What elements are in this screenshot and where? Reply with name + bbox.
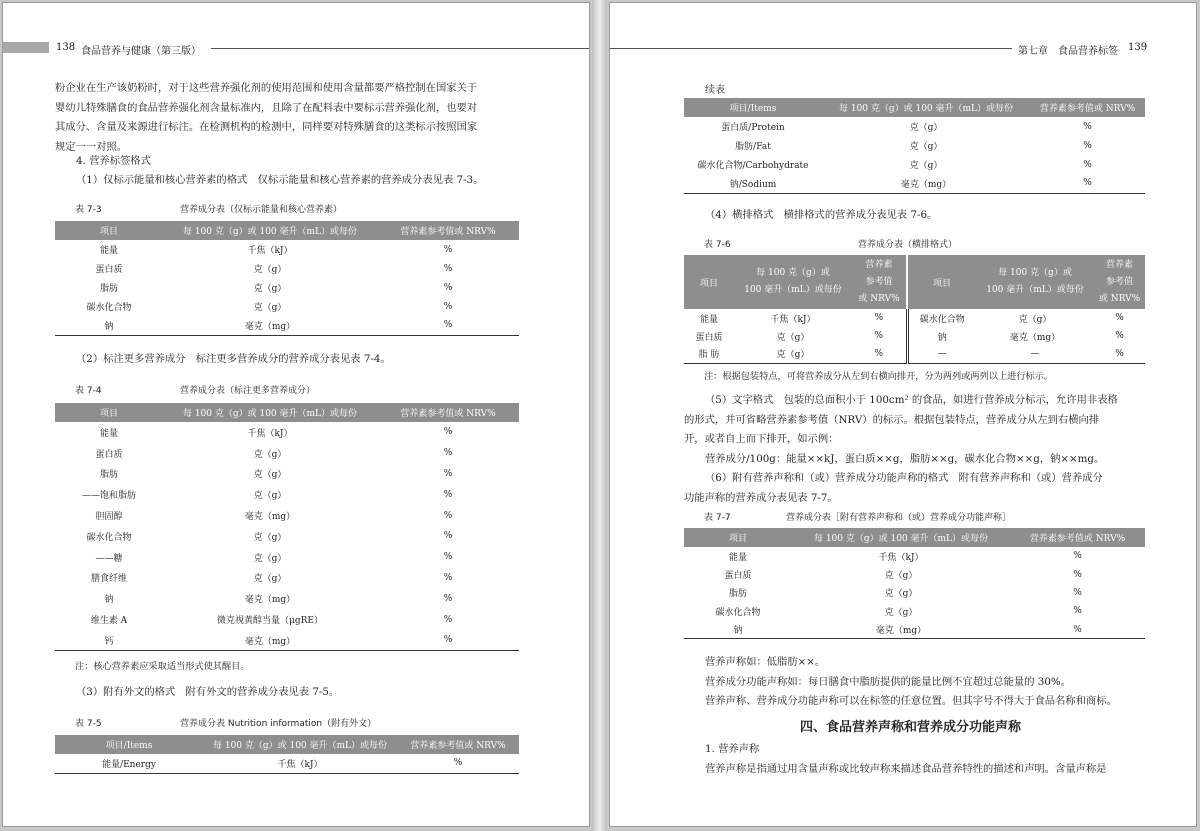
continued-label: 续表	[705, 85, 725, 96]
table-cell: %	[1073, 551, 1082, 562]
table-row	[55, 484, 519, 505]
table-cell: 钠/Sodium	[684, 174, 822, 193]
table-cell: 克（g）	[909, 161, 943, 171]
chapter-title: 第七章 食品营养标签	[1018, 46, 1118, 57]
col-header: 项目	[55, 221, 163, 240]
col-header: 每 100 克（g）或 100 毫升（mL）或每份	[203, 735, 397, 754]
section-4-heading: 四、食品营养声称和营养成分功能声称	[800, 720, 1022, 735]
table-row	[684, 327, 1145, 345]
table-7-7	[684, 528, 1145, 639]
item-4-text: （4）横排格式 横排格式的营养成分表见表 7-6。	[705, 209, 938, 221]
table-cell: —	[976, 345, 1094, 363]
item-5-paragraph	[684, 391, 1118, 469]
table-cell: 脂肪	[99, 284, 118, 294]
last-line: 营养声称是指通过用含量声称或比较声称来描述食品营养特性的描述和声明。含量声称是	[705, 763, 1107, 775]
intro-line: 规定一一对照。	[55, 140, 128, 153]
table-7-6	[684, 255, 1145, 364]
table-title: 营养成分表 Nutrition information（附有外文）	[180, 719, 377, 729]
col-header: 项目	[684, 255, 734, 309]
table-cell: 克（g）	[253, 491, 287, 502]
table-row	[55, 443, 519, 464]
item-2-text: （2）标注更多营养成分 标注更多营养成分的营养成分表见表 7-4。	[76, 353, 391, 365]
right-page-number: 139	[1128, 42, 1148, 53]
claim-line: 营养声称如：低脂肪××。	[705, 656, 826, 668]
table-cell: 碳水化合物	[919, 314, 965, 325]
col-header: 项目/Items	[55, 735, 203, 754]
item-5-line: （5）文字格式 包装的总面积小于 100cm² 的食品，如进行营养成分标示，允许用非表格	[705, 394, 1118, 406]
table-7-5-caption	[75, 716, 376, 729]
intro-line: 其成分、含量及来源进行标注。在检测机构的检测中，同样要对特殊膳食的这类标示按照国家	[55, 121, 478, 133]
table-cell: 毫克（mg）	[163, 630, 377, 651]
claim-line: 营养成分功能声称如：每日膳食中脂肪提供的能量比例不宜超过总能量的 30%。	[705, 675, 1071, 688]
table-cell: %	[443, 510, 453, 521]
table-row	[684, 136, 1145, 155]
table-cell: 毫克（mg）	[163, 316, 377, 335]
table-cell: 克（g）	[253, 532, 287, 543]
table-cell: %	[1073, 587, 1082, 598]
table-cell: 克（g）	[909, 123, 943, 133]
table-7-5-continued	[684, 98, 1145, 194]
col-header: 每 100 克（g）或 100 毫升（mL）或每份	[163, 403, 377, 422]
table-cell: 蛋白质	[95, 265, 123, 275]
table-row	[684, 584, 1145, 602]
table-cell: 千焦（kJ）	[247, 428, 293, 439]
table-cell: 钙	[55, 630, 163, 651]
table-number: 表 7-3	[75, 205, 102, 215]
table-cell: —	[907, 345, 976, 363]
table-7-4-caption	[75, 383, 315, 396]
table-cell: 钠	[937, 332, 947, 343]
table-row	[55, 316, 519, 335]
table-cell: 克（g）	[253, 470, 287, 481]
claims-paragraph	[705, 653, 1117, 712]
intro-paragraph	[55, 79, 477, 157]
table-row	[55, 754, 519, 773]
table-cell: %	[1083, 121, 1092, 132]
table-cell: 克（g）	[909, 142, 943, 152]
table-cell: 毫克（mg）	[792, 621, 1010, 639]
table-7-4	[55, 403, 519, 651]
left-page	[2, 2, 590, 827]
table-cell: 千焦（kJ）	[247, 246, 293, 256]
table-row	[684, 565, 1145, 583]
right-header-rule	[610, 48, 1012, 49]
table-cell: 碳水化合物	[86, 303, 132, 313]
table-cell: %	[1083, 140, 1092, 151]
item-1-text: （1）仅标示能量和核心营养素的格式 仅标示能量和核心营养素的营养成分表见表 7-3。	[76, 174, 484, 186]
table-row	[55, 278, 519, 297]
col-header: 每 100 克（g）或 100 毫升（mL）或每份	[822, 98, 1030, 117]
table-number: 表 7-5	[75, 719, 102, 729]
table-cell: %	[1115, 313, 1124, 323]
table-cell: 克（g）	[884, 607, 918, 618]
table-cell: 脂肪	[99, 470, 118, 481]
table-cell: %	[377, 630, 519, 651]
col-header: 营养素参考值或 NRV%	[1030, 98, 1145, 117]
table-cell: 克（g）	[253, 449, 287, 460]
table-cell: 膳食纤维	[90, 574, 127, 585]
col-header: 项目	[55, 403, 163, 422]
table-cell: 毫克（mg）	[822, 174, 1030, 193]
table-cell: %	[377, 316, 519, 335]
table-cell: 克（g）	[884, 571, 918, 582]
item-5-line: 开，或者自上而下排开，如示例：	[684, 433, 839, 445]
table-cell: 微克视黄醇当量（μgRE）	[217, 616, 323, 627]
table-title: 营养成分表［附有营养声称和（或）营养成分功能声称］	[786, 513, 1012, 523]
table-cell: 碳水化合物/Carbohydrate	[697, 161, 809, 171]
table-cell: 克（g）	[1018, 314, 1052, 325]
table-cell: 钠	[104, 595, 114, 606]
table-cell: ——饱和脂肪	[81, 491, 136, 502]
table-cell: 蛋白质	[95, 449, 123, 460]
table-cell: 千焦（kJ）	[770, 314, 816, 325]
table-cell: 脂 肪	[684, 345, 734, 363]
table-cell: 蛋白质	[695, 332, 723, 343]
left-page-number: 138	[56, 42, 76, 53]
table-cell: 克（g）	[734, 345, 852, 363]
table-cell: %	[1115, 331, 1124, 341]
table-title: 营养成分表（标注更多营养成分）	[180, 386, 316, 396]
item-3-text: （3）附有外文的格式 附有外文的营养成分表见表 7-5。	[76, 686, 340, 698]
table-cell: 能量	[99, 428, 118, 439]
table-title: 营养成分表（横排格式）	[858, 240, 958, 250]
table-number: 表 7-7	[704, 513, 731, 523]
col-header: 每 100 克（g）或 100 毫升（mL）或每份	[163, 221, 377, 240]
table-number: 表 7-4	[75, 386, 102, 396]
table-cell: %	[443, 448, 453, 459]
table-row	[55, 240, 519, 259]
table-cell: 千焦（kJ）	[203, 754, 397, 773]
book-gutter	[592, 0, 607, 831]
table-cell: %	[397, 754, 519, 773]
table-row	[684, 155, 1145, 174]
intro-line: 粉企业在生产该奶粉时，对于这些营养强化剂的使用范围和使用含量都要严格控制在国家关于	[55, 82, 478, 94]
table-cell: %	[1073, 606, 1082, 617]
table-row	[684, 309, 1145, 327]
table-row	[684, 547, 1145, 565]
table-row	[55, 526, 519, 547]
table-cell: %	[443, 552, 453, 563]
table-cell: %	[443, 263, 453, 274]
table-cell: 蛋白质/Protein	[721, 123, 785, 133]
col-header: 项目/Items	[684, 98, 822, 117]
table-cell: 克（g）	[253, 574, 287, 585]
col-header: 项目	[907, 255, 976, 309]
table-cell: 克（g）	[253, 303, 287, 313]
item-6-line: 功能声称的营养成分表见表 7-7。	[684, 491, 838, 504]
table-cell: %	[443, 614, 453, 625]
table-row	[684, 345, 1145, 363]
table-cell: 克（g）	[884, 589, 918, 600]
col-header: 每 100 克（g）或 100 毫升（mL）或每份	[734, 255, 852, 309]
table-cell: 碳水化合物	[86, 532, 132, 543]
table-cell: %	[443, 489, 453, 500]
table-cell: %	[443, 427, 453, 438]
table-cell: 碳水化合物	[715, 607, 761, 618]
table-cell: %	[443, 301, 453, 312]
table-cell: %	[1030, 174, 1145, 193]
item-5-line: 的形式，并可省略营养素参考值（NRV）的标示。根据包装特点，营养成分从左到右横向排	[684, 413, 1100, 426]
table-cell: %	[852, 327, 907, 345]
table-7-3	[55, 221, 519, 336]
item-6-line: （6）附有营养声称和（或）营养成分功能声称的格式 附有营养声称和（或）营养成分	[705, 472, 1103, 484]
table-7-5	[55, 735, 519, 774]
table-cell: 克（g）	[253, 284, 287, 294]
table-7-3-caption	[75, 202, 342, 215]
table-cell: 钠	[684, 621, 792, 639]
table-cell: %	[1073, 569, 1082, 580]
table-cell: ——糖	[95, 553, 123, 564]
table-cell: 维生素 A	[90, 616, 128, 627]
table-row	[684, 117, 1145, 136]
table-row	[55, 297, 519, 316]
table-title: 营养成分表（仅标示能量和核心营养素）	[180, 205, 343, 215]
table-cell: 能量/Energy	[55, 754, 203, 773]
table-cell: %	[852, 309, 907, 327]
table-7-6-note: 注：根据包装特点，可将营养成分从左到右横向排开，分为两列或两列以上进行标示。	[704, 371, 1054, 382]
table-row	[55, 259, 519, 278]
table-cell: %	[443, 244, 453, 255]
table-cell: %	[443, 468, 453, 479]
table-cell: 钠	[55, 316, 163, 335]
table-cell: 能量	[99, 246, 118, 256]
table-cell: 能量	[699, 314, 718, 325]
col-header: 营养素 参考值 或 NRV%	[852, 255, 907, 309]
left-header-tab	[3, 42, 49, 53]
table-cell: %	[1094, 345, 1145, 363]
table-row	[55, 464, 519, 485]
col-header: 营养素 参考值 或 NRV%	[1094, 255, 1145, 309]
table-cell: %	[443, 572, 453, 583]
col-header: 项目	[684, 528, 792, 547]
left-book-title: 食品营养与健康（第三版）	[81, 46, 201, 57]
col-header: 营养素参考值或 NRV%	[1010, 528, 1145, 547]
table-row	[55, 588, 519, 609]
claim-line: 营养声称、营养成分功能声称可以在标签的任意位置。但其字号不得大于食品名称和商标。	[705, 695, 1117, 707]
table-row	[55, 547, 519, 568]
table-7-7-caption	[704, 510, 1011, 523]
table-cell: %	[852, 345, 907, 363]
table-row	[55, 422, 519, 443]
table-cell: %	[1010, 621, 1145, 639]
left-header-rule	[211, 48, 590, 49]
col-header: 每 100 克（g）或 100 毫升（mL）或每份	[792, 528, 1010, 547]
table-cell: 毫克（mg）	[1009, 332, 1061, 343]
item-6-paragraph	[684, 469, 1103, 508]
table-cell: 克（g）	[776, 332, 810, 343]
subsection-1-title: 1. 营养声称	[705, 743, 760, 755]
table-row	[55, 609, 519, 630]
col-header: 营养素参考值或 NRV%	[377, 221, 519, 240]
table-number: 表 7-6	[704, 240, 731, 250]
table-cell: %	[443, 282, 453, 293]
table-7-6-caption	[704, 237, 957, 250]
table-7-4-note: 注：核心营养素应采取适当形式使其醒目。	[75, 661, 250, 672]
table-cell: 胆固醇	[95, 512, 123, 523]
table-cell: 脂肪	[728, 589, 747, 600]
table-cell: 能量	[728, 552, 747, 563]
section-4-title: 4. 营养标签格式	[76, 155, 151, 167]
table-row	[684, 174, 1145, 193]
item-5-line: 营养成分/100g：能量××kJ，蛋白质××g，脂肪××g，碳水化合物××g，钠××mg。	[705, 452, 1105, 465]
table-cell: 毫克（mg）	[244, 595, 296, 606]
table-cell: 千焦（kJ）	[878, 552, 924, 563]
table-cell: 脂肪/Fat	[735, 142, 771, 152]
table-cell: %	[443, 531, 453, 542]
table-row	[684, 602, 1145, 620]
right-page	[609, 2, 1197, 827]
table-cell: %	[443, 593, 453, 604]
col-header: 每 100 克（g）或 100 毫升（mL）或每份	[976, 255, 1094, 309]
table-cell: 蛋白质	[724, 571, 752, 582]
table-row	[55, 568, 519, 589]
table-row	[55, 630, 519, 651]
col-header: 营养素参考值或 NRV%	[397, 735, 519, 754]
table-cell: 毫克（mg）	[244, 512, 296, 523]
table-cell: %	[1083, 159, 1092, 170]
table-row	[55, 505, 519, 526]
col-header: 营养素参考值或 NRV%	[377, 403, 519, 422]
table-cell: 克（g）	[253, 553, 287, 564]
table-cell: 克（g）	[253, 265, 287, 275]
intro-line: 婴幼儿特殊膳食的食品营养强化剂含量标准内，且除了在配料表中要标示营养强化剂，也要对	[55, 101, 478, 114]
table-row	[684, 621, 1145, 639]
